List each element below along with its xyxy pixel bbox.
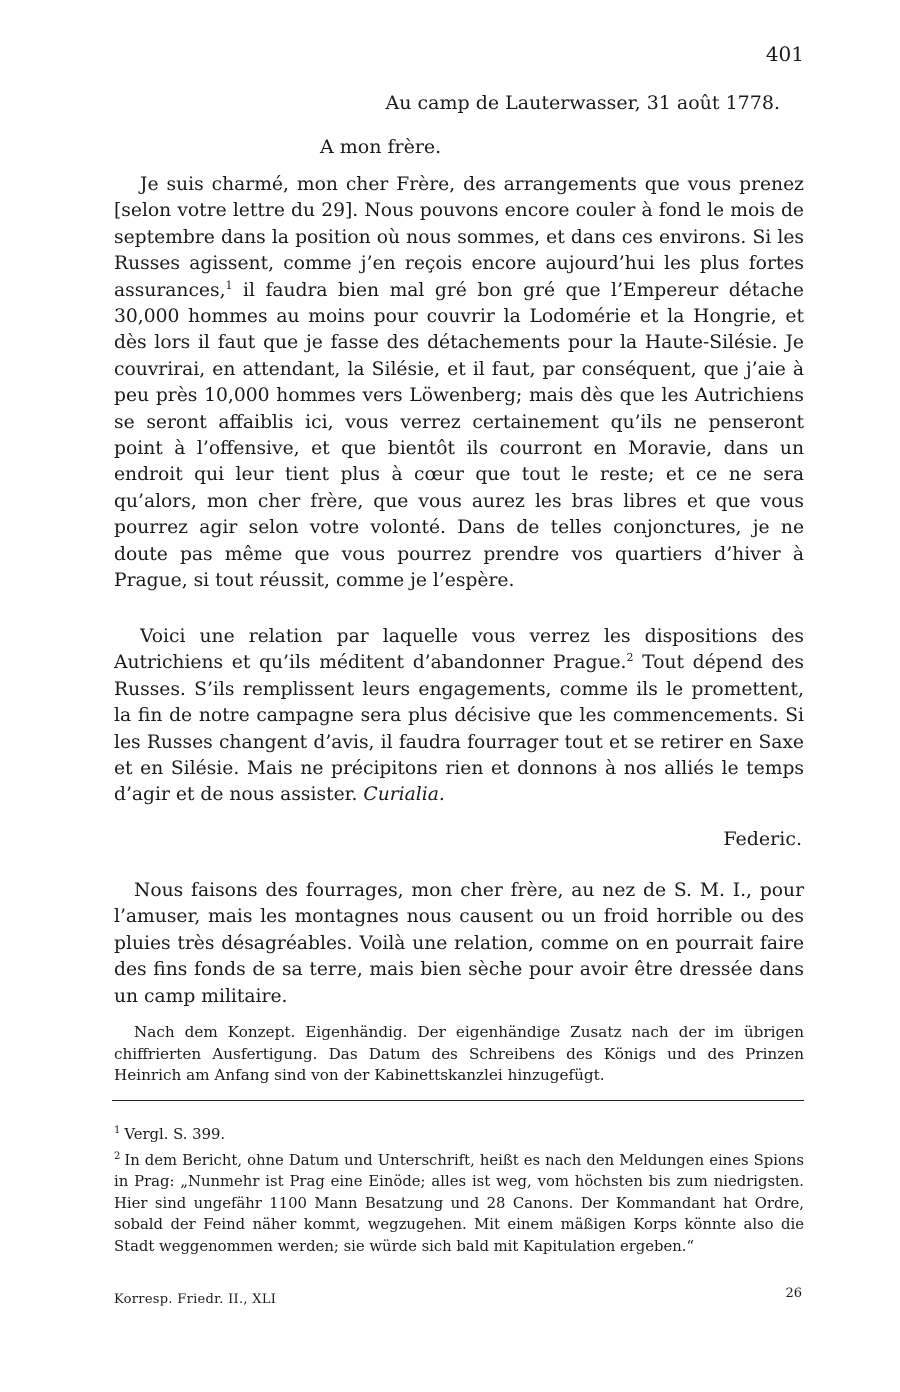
footnote-1-text: Vergl. S. 399. — [124, 1125, 226, 1143]
addressee: A mon frère. — [320, 136, 442, 158]
paragraph-1-text: Je suis charmé, mon cher Frère, des arrangements que vous prenez [selon votre lettre du 29]. Nous pouvons encore couler à fond le mois de septembre dans la position où nous sommes, et dans ces environs. Si les Russes agissent, comme j’en reçois encore aujourd’hui les plus fortes assurances, — [114, 174, 804, 301]
paragraph-2-continuation: Tout dépend des Russes. S’ils remplissent leurs engagements, comme ils le promettent, la fin de notre campagne sera plus décisive que les commencements. Si les Russes changent d’avis, il faudra fourrager tout et se retirer en Saxe et en Silésie. Mais ne précipitons rien et donnons à nos alliés le temps d’agir et de nous assister. — [114, 652, 804, 806]
footnote-1-number: 1 — [114, 1125, 121, 1136]
footnote-1 — [114, 1120, 804, 1146]
paragraph-2-text: Voici une relation par laquelle vous verrez les dispositions des Autrichiens et qu’ils méditent d’abandonner Prague. — [114, 626, 804, 674]
closing-curialia: Curialia. — [363, 784, 445, 806]
letter-paragraph-1 — [114, 172, 804, 595]
footnote-2-text: In dem Bericht, ohne Datum und Unterschrift, heißt es nach den Meldungen eines Spions in Prag: „Nunmehr ist Prag eine Einöde; alles ist weg, vom höchsten bis zum niedrigsten. Hier sind ungefähr 1100 Mann Besatzung und 28 Canons. Der Kommandant hat Ordre, sobald der Feind näher kommt, wegzugehen. Mit einem mäßigen Korps könnte also die Stadt weggenommen werden; sie würde sich bald mit Kapitulation ergeben.“ — [114, 1151, 804, 1255]
footer-source: Korresp. Friedr. II., XLI — [114, 1292, 277, 1307]
footnote-2-number: 2 — [114, 1150, 121, 1162]
footnotes — [114, 1120, 804, 1257]
footnote-mark-1[interactable]: 1 — [225, 278, 233, 292]
paragraph-1-continuation: il faudra bien mal gré bon gré que l’Empereur détache 30,000 hommes au moins pour couvrir la Lodomérie et la Hongrie, et dès lors il faut que je fasse des détachements pour la Haute-Silésie. Je couvrirai, en attendant, la Silésie, et il faut, par conséquent, que j’aie à peu près 10,000 hommes vers Löwenberg; mais dès que les Autrichiens se seront affaiblis ici, vous verrez certainement qu’ils ne penseront point à l’offensive, et que bientôt ils courront en Moravie, dans un endroit qui leur tient plus à cœur que tout le reste; et ce ne sera qu’alors, mon cher frère, que vous aurez les bras libres et que vous pourrez agir selon votre volonté. Dans de telles conjonctures, je ne doute pas même que vous pourrez prendre vos quartiers d’hiver à Prague, si tout réussit, comme je l’espère. — [114, 279, 804, 592]
page-number: 401 — [765, 42, 804, 66]
signature: Federic. — [723, 828, 802, 850]
letter-paragraph-2 — [114, 624, 804, 809]
postscript-paragraph: Nous faisons des fourrages, mon cher frère, au nez de S. M. I., pour l’amuser, mais les montagnes nous causent ou un froid horrible ou des pluies très désagréables. Voilà une relation, comme on en pourrait faire des fins fonds de sa terre, mais bien sèche pour avoir être dressée dans un camp militaire. — [114, 880, 804, 1007]
dateline: Au camp de Lauterwasser, 31 août 1778. — [385, 92, 780, 114]
editorial-note: Nach dem Konzept. Eigenhändig. Der eigenhändige Zusatz nach der im übrigen chiffrierten Ausfertigung. Das Datum des Schreibens des Königs und des Prinzen Heinrich am Anfang sind von der Kabinettskanzlei hinzugefügt. — [114, 1023, 804, 1084]
footnote-2 — [114, 1146, 804, 1258]
footnote-divider — [112, 1100, 804, 1101]
footer-signature-number: 26 — [785, 1286, 802, 1301]
footnote-mark-2[interactable]: 2 — [626, 651, 634, 665]
